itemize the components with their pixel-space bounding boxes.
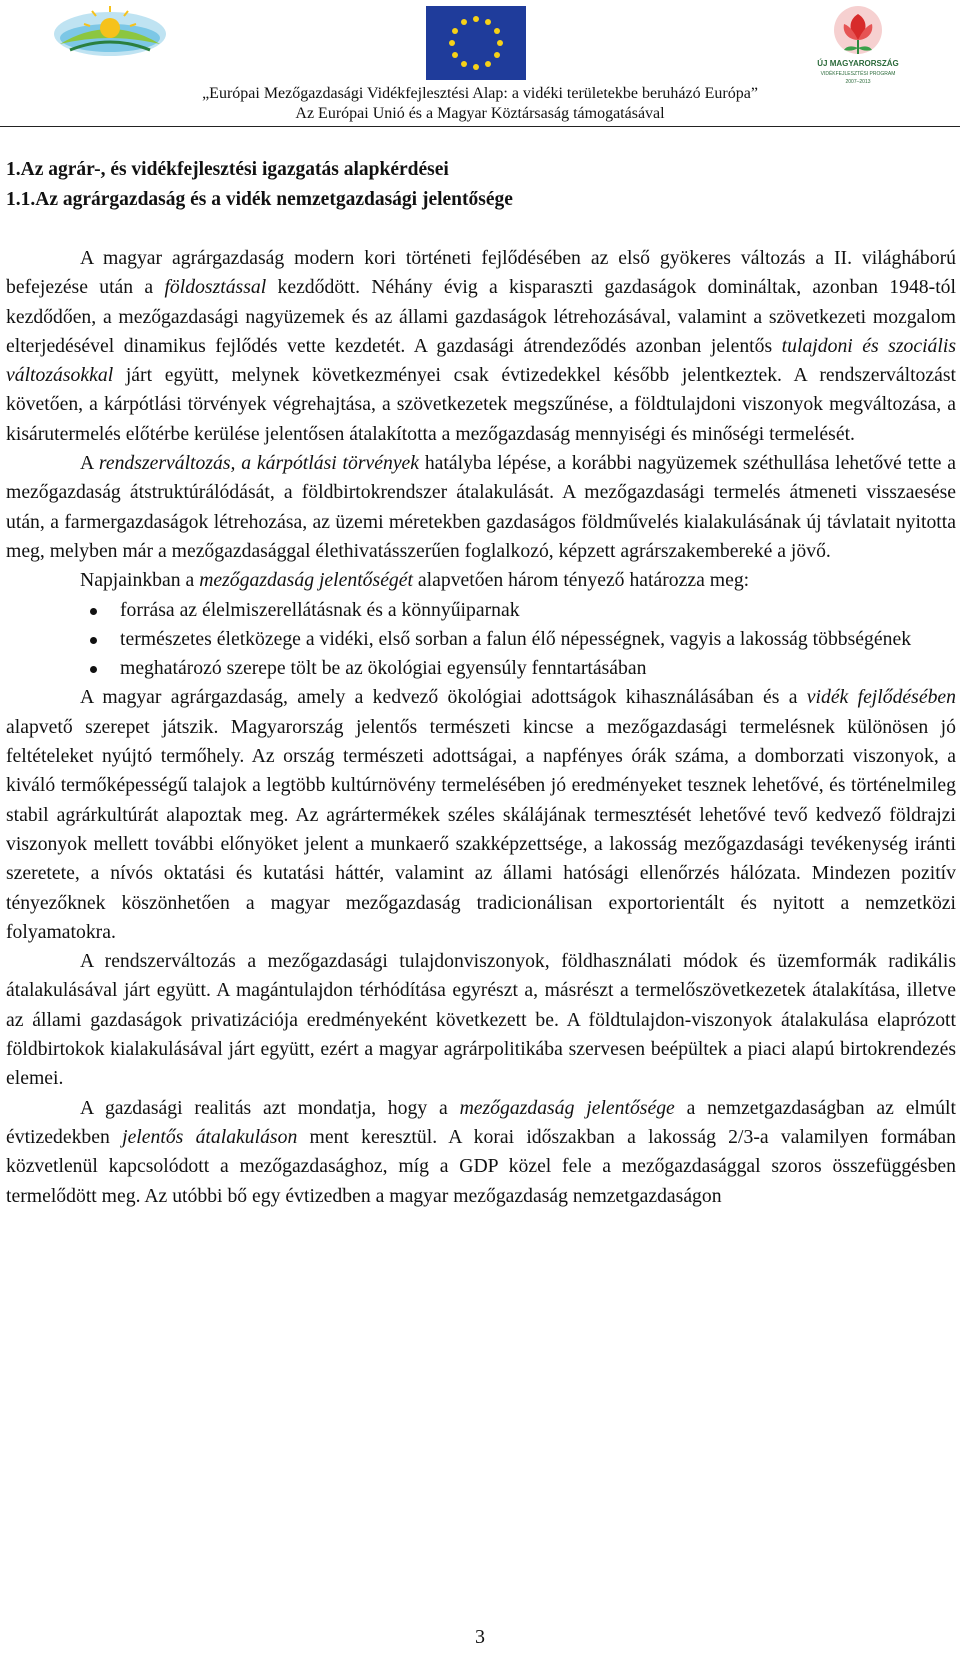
chapter-heading: 1.Az agrár-, és vidékfejlesztési igazgatás alapkérdései <box>6 159 449 180</box>
paragraph-3: Napjainkban a mezőgazdaság jelentőségét alapvetően három tényező határozza meg: <box>80 569 750 592</box>
section-heading: 1.1.Az agrárgazdaság és a vidék nemzetgazdasági jelentősége <box>6 189 513 210</box>
nhr-sun-logo-icon <box>50 4 170 60</box>
list-item: természetes életközege a vidéki, első sorban a falun élő népességnek, vagyis a lakosság többségének <box>6 625 956 654</box>
factor-list <box>6 596 956 684</box>
header-divider <box>0 126 960 127</box>
paragraph-2: A rendszerváltozás, a kárpótlási törvények hatályba lépése, a korábbi nagyüzemek széthullása lehetővé tette a mezőgazdaság átstruktúrálódását, a földbirtokrendszer átalakulását. A mezőgazdasági termelés átmeneti visszaesése után, a farmergazdaságok létrehozása, az üzemi méretekben gazdaságos földművelés kialakulásának új távlatait nyitotta meg, melyben már a mezőgazdasággal élethivatásszerűen foglalkozó, képzett agrárszakembereké a jövő. <box>6 452 956 562</box>
paragraph-5: A rendszerváltozás a mezőgazdasági tulajdonviszonyok, földhasználati módok és üzemformák radikális átalakulásával járt együtt. A magántulajdon térhódítása egyrészt a, másrészt a termelőszövetkezetek átalakítása, illetve az állami gazdaságok privatizációja eredményeként következett be. A földtulajdon-viszonyok átalakulása elaprózott földbirtokok kialakulásával járt együtt, ezért a magyar agrárpolitikába szervesen beépültek a piaci alapú birtokrendezés elemei. <box>6 950 956 1090</box>
bullet-icon <box>90 666 97 673</box>
header-fund-line: „Európai Mezőgazdasági Vidékfejlesztési Alap: a vidéki területekbe beruházó Európa” <box>202 85 758 102</box>
page-number: 3 <box>475 1626 485 1648</box>
paragraph-6: A gazdasági realitás azt mondatja, hogy a mezőgazdaság jelentősége a nemzetgazdaságban az elmúlt évtizedekben jelentős átalakuláson ment keresztül. A korai időszakban a lakosság 2/3-a valamilyen formában közvetlenül kapcsolódott a mezőgazdasághoz, míg a GDP közel fele a mezőgazdasággal szoros összefüggésben termelődött meg. Az utóbbi bő egy évtizedben a magyar mezőgazdaság nemzetgazdaságon <box>6 1096 957 1207</box>
paragraph-1: A magyar agrárgazdaság modern kori történeti fejlődésében az első gyökeres változás a II. világháború befejezése után a földosztással kezdődött. Néhány évig a kisparaszti gazdaságok domináltak, azonban 1948-tól kezdődően, a mezőgazdasági nagyüzemek és az állami gazdaságok létrehozásával, valamint a szövetkezeti mozgalom elterjedésével dinamikus fejlődés vette kezdetét. A gazdasági átrendeződés azonban jelentős tulajdoni és szociális változásokkal járt együtt, melynek következményei csak évtizedekkel később jelentkeztek. A rendszerváltozást követően, a kárpótlási törvények végrehajtása, a szövetkezetek megszűnése, a földtulajdoni viszonyok megváltozása, a kisárutermelés előtérbe kerülése jelentősen átalakította a mezőgazdaság mennyiségi és minőségi termelését. <box>6 247 956 445</box>
logo-right-text3: 2007–2013 <box>845 79 871 85</box>
bullet-icon <box>90 637 97 644</box>
eu-flag-icon <box>426 6 526 80</box>
logo-right-text2: VIDÉKFEJLESZTÉSI PROGRAM <box>820 71 896 77</box>
list-item: meghatározó szerepe tölt be az ökológiai egyensúly fenntartásában <box>6 654 956 683</box>
uj-magyarorszag-flower-logo-icon <box>808 2 908 86</box>
header-support-line: Az Európai Unió és a Magyar Köztársaság támogatásával <box>295 105 665 122</box>
bullet-icon <box>90 608 97 615</box>
paragraph-4: A magyar agrárgazdaság, amely a kedvező ökológiai adottságok kihasználásában és a vidék fejlődésében alapvető szerepet játszik. Magyarország jelentős természeti kincse a mezőgazdasági termelésnek különösen jó feltételeket nyújtó termőhely. Az ország természeti adottságai, a napfényes órák száma, a domborzati viszonyok, a kiváló termőképességű talajok a legtöbb kultúrnövény termelésében jó eredményeket tesznek lehetővé, és történelmileg stabil agrárkultúrát alapoztak meg. Az agrártermékek széles skálájának termesztését lehetővé tevő kedvező földrajzi viszonyok mellett további előnyöket jelent a munkaerő szakképzettsége, a lakosság mezőgazdasági tevékenység iránti szeretete, a nívós oktatási és kutatási háttér, valamint az állami hatósági ellenőrzés hálózata. Mindezen pozitív tényezőknek köszönhetően a magyar mezőgazdaság tradicionálisan exportorientált és nyitott a nemzetközi folyamatokra. <box>6 686 956 943</box>
logo-right-text1: ÚJ MAGYARORSZÁG <box>817 59 899 68</box>
body-text <box>6 244 956 1211</box>
list-item: forrása az élelmiszerellátásnak és a könnyűiparnak <box>6 596 956 625</box>
page-header <box>0 0 960 128</box>
